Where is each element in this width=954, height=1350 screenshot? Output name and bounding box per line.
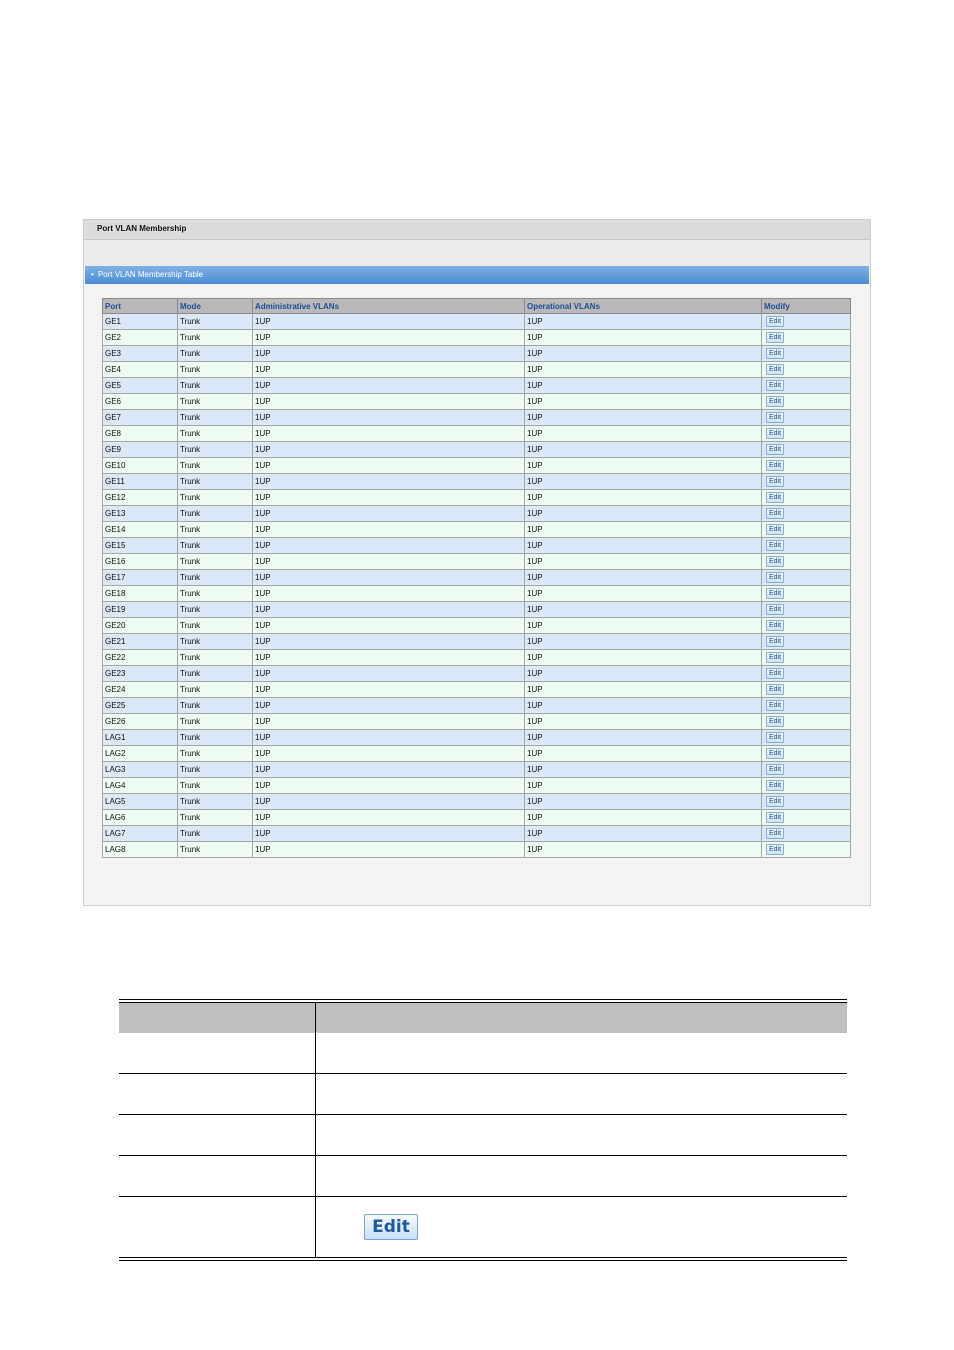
modify-cell bbox=[762, 378, 851, 394]
edit-button[interactable]: Edit bbox=[766, 748, 784, 759]
admin-vlans-cell: 1UP bbox=[253, 378, 525, 394]
port-cell: LAG7 bbox=[103, 826, 178, 842]
oper-vlans-cell: 1UP bbox=[525, 426, 762, 442]
port-cell: GE24 bbox=[103, 682, 178, 698]
port-cell: LAG1 bbox=[103, 730, 178, 746]
mode-cell: Trunk bbox=[178, 826, 253, 842]
oper-vlans-cell: 1UP bbox=[525, 362, 762, 378]
description-row bbox=[119, 1033, 847, 1074]
table-row bbox=[103, 602, 851, 618]
port-cell: GE15 bbox=[103, 538, 178, 554]
edit-button[interactable]: Edit bbox=[766, 844, 784, 855]
port-cell: GE13 bbox=[103, 506, 178, 522]
mode-cell: Trunk bbox=[178, 842, 253, 858]
modify-cell bbox=[762, 394, 851, 410]
oper-vlans-cell: 1UP bbox=[525, 794, 762, 810]
table-row bbox=[103, 554, 851, 570]
table-row bbox=[103, 442, 851, 458]
admin-vlans-cell: 1UP bbox=[253, 330, 525, 346]
edit-button[interactable]: Edit bbox=[766, 700, 784, 711]
oper-vlans-cell: 1UP bbox=[525, 346, 762, 362]
admin-vlans-cell: 1UP bbox=[253, 810, 525, 826]
port-cell: GE14 bbox=[103, 522, 178, 538]
port-cell: LAG2 bbox=[103, 746, 178, 762]
oper-vlans-cell: 1UP bbox=[525, 698, 762, 714]
table-row bbox=[103, 730, 851, 746]
mode-cell: Trunk bbox=[178, 666, 253, 682]
admin-vlans-cell: 1UP bbox=[253, 730, 525, 746]
edit-button[interactable]: Edit bbox=[766, 764, 784, 775]
mode-cell: Trunk bbox=[178, 682, 253, 698]
port-cell: GE7 bbox=[103, 410, 178, 426]
edit-button[interactable]: Edit bbox=[766, 444, 784, 455]
table-row bbox=[103, 522, 851, 538]
panel-title: Port VLAN Membership bbox=[84, 220, 870, 240]
vlan-membership-table bbox=[102, 298, 851, 858]
table-row bbox=[103, 778, 851, 794]
modify-cell bbox=[762, 506, 851, 522]
admin-vlans-cell: 1UP bbox=[253, 362, 525, 378]
modify-cell bbox=[762, 554, 851, 570]
column-header-modify[interactable]: Modify bbox=[762, 299, 851, 314]
mode-cell: Trunk bbox=[178, 458, 253, 474]
modify-cell bbox=[762, 842, 851, 858]
modify-cell bbox=[762, 330, 851, 346]
oper-vlans-cell: 1UP bbox=[525, 746, 762, 762]
table-row bbox=[103, 794, 851, 810]
edit-button[interactable]: Edit bbox=[766, 812, 784, 823]
modify-cell bbox=[762, 410, 851, 426]
table-area bbox=[102, 298, 850, 858]
port-cell: GE18 bbox=[103, 586, 178, 602]
table-row bbox=[103, 490, 851, 506]
port-cell: GE3 bbox=[103, 346, 178, 362]
modify-cell bbox=[762, 362, 851, 378]
admin-vlans-cell: 1UP bbox=[253, 714, 525, 730]
oper-vlans-cell: 1UP bbox=[525, 826, 762, 842]
table-row bbox=[103, 634, 851, 650]
modify-cell bbox=[762, 458, 851, 474]
mode-cell: Trunk bbox=[178, 378, 253, 394]
port-cell: LAG4 bbox=[103, 778, 178, 794]
modify-cell bbox=[762, 682, 851, 698]
edit-button[interactable]: Edit bbox=[766, 460, 784, 471]
mode-cell: Trunk bbox=[178, 698, 253, 714]
table-row bbox=[103, 746, 851, 762]
edit-button[interactable]: Edit bbox=[766, 492, 784, 503]
port-cell: GE4 bbox=[103, 362, 178, 378]
mode-cell: Trunk bbox=[178, 794, 253, 810]
modify-cell bbox=[762, 794, 851, 810]
mode-cell: Trunk bbox=[178, 762, 253, 778]
edit-button[interactable]: Edit bbox=[766, 636, 784, 647]
oper-vlans-cell: 1UP bbox=[525, 570, 762, 586]
oper-vlans-cell: 1UP bbox=[525, 394, 762, 410]
oper-vlans-cell: 1UP bbox=[525, 586, 762, 602]
table-body bbox=[103, 314, 851, 858]
mode-cell: Trunk bbox=[178, 474, 253, 490]
mode-cell: Trunk bbox=[178, 362, 253, 378]
port-cell: GE6 bbox=[103, 394, 178, 410]
description-row bbox=[119, 1197, 847, 1258]
section-title: Port VLAN Membership Table bbox=[97, 270, 204, 279]
description-row bbox=[119, 1156, 847, 1197]
table-row bbox=[103, 826, 851, 842]
table-row bbox=[103, 810, 851, 826]
modify-cell bbox=[762, 826, 851, 842]
port-cell: GE11 bbox=[103, 474, 178, 490]
oper-vlans-cell: 1UP bbox=[525, 314, 762, 330]
modify-cell bbox=[762, 666, 851, 682]
modify-cell bbox=[762, 426, 851, 442]
modify-cell bbox=[762, 474, 851, 490]
port-cell: GE9 bbox=[103, 442, 178, 458]
oper-vlans-cell: 1UP bbox=[525, 522, 762, 538]
table-row bbox=[103, 538, 851, 554]
modify-cell bbox=[762, 442, 851, 458]
modify-cell bbox=[762, 538, 851, 554]
admin-vlans-cell: 1UP bbox=[253, 314, 525, 330]
oper-vlans-cell: 1UP bbox=[525, 506, 762, 522]
table-row bbox=[103, 314, 851, 330]
table-row bbox=[103, 330, 851, 346]
edit-button[interactable]: Edit bbox=[766, 476, 784, 487]
modify-cell bbox=[762, 810, 851, 826]
modify-cell bbox=[762, 698, 851, 714]
bottom-rule bbox=[119, 1257, 847, 1261]
oper-vlans-cell: 1UP bbox=[525, 602, 762, 618]
edit-button[interactable]: Edit bbox=[766, 412, 784, 423]
edit-button[interactable]: Edit bbox=[766, 572, 784, 583]
edit-button[interactable]: Edit bbox=[766, 716, 784, 727]
mode-cell: Trunk bbox=[178, 410, 253, 426]
table-row bbox=[103, 682, 851, 698]
description-header-object bbox=[119, 1003, 316, 1033]
edit-button[interactable]: Edit bbox=[766, 524, 784, 535]
mode-cell: Trunk bbox=[178, 570, 253, 586]
modify-cell bbox=[762, 778, 851, 794]
oper-vlans-cell: 1UP bbox=[525, 810, 762, 826]
modify-cell bbox=[762, 314, 851, 330]
oper-vlans-cell: 1UP bbox=[525, 442, 762, 458]
table-header-row bbox=[103, 299, 851, 314]
port-cell: LAG3 bbox=[103, 762, 178, 778]
edit-button[interactable]: Edit bbox=[766, 364, 784, 375]
mode-cell: Trunk bbox=[178, 810, 253, 826]
modify-cell bbox=[762, 730, 851, 746]
oper-vlans-cell: 1UP bbox=[525, 330, 762, 346]
edit-button[interactable]: Edit bbox=[766, 620, 784, 631]
table-row bbox=[103, 842, 851, 858]
mode-cell: Trunk bbox=[178, 314, 253, 330]
table-row bbox=[103, 474, 851, 490]
oper-vlans-cell: 1UP bbox=[525, 666, 762, 682]
admin-vlans-cell: 1UP bbox=[253, 682, 525, 698]
column-header-admin-vlans[interactable]: Administrative VLANs bbox=[253, 299, 525, 314]
mode-cell: Trunk bbox=[178, 730, 253, 746]
port-cell: GE23 bbox=[103, 666, 178, 682]
description-row bbox=[119, 1115, 847, 1156]
admin-vlans-cell: 1UP bbox=[253, 842, 525, 858]
mode-cell: Trunk bbox=[178, 538, 253, 554]
table-row bbox=[103, 586, 851, 602]
edit-button[interactable]: Edit bbox=[766, 556, 784, 567]
mode-cell: Trunk bbox=[178, 778, 253, 794]
modify-cell bbox=[762, 490, 851, 506]
admin-vlans-cell: 1UP bbox=[253, 778, 525, 794]
admin-vlans-cell: 1UP bbox=[253, 666, 525, 682]
mode-cell: Trunk bbox=[178, 490, 253, 506]
modify-cell bbox=[762, 714, 851, 730]
admin-vlans-cell: 1UP bbox=[253, 634, 525, 650]
modify-cell bbox=[762, 746, 851, 762]
table-row bbox=[103, 394, 851, 410]
oper-vlans-cell: 1UP bbox=[525, 778, 762, 794]
edit-button[interactable]: Edit bbox=[766, 668, 784, 679]
admin-vlans-cell: 1UP bbox=[253, 826, 525, 842]
port-cell: GE26 bbox=[103, 714, 178, 730]
oper-vlans-cell: 1UP bbox=[525, 410, 762, 426]
edit-button[interactable]: Edit bbox=[766, 380, 784, 391]
modify-cell bbox=[762, 570, 851, 586]
admin-vlans-cell: 1UP bbox=[253, 618, 525, 634]
admin-vlans-cell: 1UP bbox=[253, 602, 525, 618]
oper-vlans-cell: 1UP bbox=[525, 762, 762, 778]
modify-cell bbox=[762, 522, 851, 538]
admin-vlans-cell: 1UP bbox=[253, 762, 525, 778]
edit-button[interactable]: Edit bbox=[766, 652, 784, 663]
mode-cell: Trunk bbox=[178, 506, 253, 522]
oper-vlans-cell: 1UP bbox=[525, 842, 762, 858]
edit-button-sample[interactable]: Edit bbox=[364, 1214, 418, 1240]
modify-cell bbox=[762, 618, 851, 634]
port-cell: LAG6 bbox=[103, 810, 178, 826]
oper-vlans-cell: 1UP bbox=[525, 554, 762, 570]
edit-button[interactable]: Edit bbox=[766, 780, 784, 791]
table-row bbox=[103, 458, 851, 474]
edit-button[interactable]: Edit bbox=[766, 508, 784, 519]
edit-button[interactable]: Edit bbox=[766, 732, 784, 743]
port-cell: GE17 bbox=[103, 570, 178, 586]
port-cell: LAG8 bbox=[103, 842, 178, 858]
modify-cell bbox=[762, 634, 851, 650]
admin-vlans-cell: 1UP bbox=[253, 442, 525, 458]
section-header[interactable] bbox=[85, 266, 869, 284]
table-row bbox=[103, 714, 851, 730]
edit-button[interactable]: Edit bbox=[766, 428, 784, 439]
description-header-row bbox=[119, 1003, 847, 1033]
column-header-mode[interactable]: Mode bbox=[178, 299, 253, 314]
table-row bbox=[103, 762, 851, 778]
table-row bbox=[103, 506, 851, 522]
port-vlan-membership-panel bbox=[83, 219, 871, 906]
table-row bbox=[103, 346, 851, 362]
admin-vlans-cell: 1UP bbox=[253, 426, 525, 442]
mode-cell: Trunk bbox=[178, 522, 253, 538]
port-cell: GE16 bbox=[103, 554, 178, 570]
edit-button[interactable]: Edit bbox=[766, 684, 784, 695]
description-row bbox=[119, 1074, 847, 1115]
oper-vlans-cell: 1UP bbox=[525, 634, 762, 650]
port-cell: GE10 bbox=[103, 458, 178, 474]
mode-cell: Trunk bbox=[178, 714, 253, 730]
port-cell: GE8 bbox=[103, 426, 178, 442]
port-cell: GE25 bbox=[103, 698, 178, 714]
table-row bbox=[103, 362, 851, 378]
oper-vlans-cell: 1UP bbox=[525, 682, 762, 698]
port-cell: LAG5 bbox=[103, 794, 178, 810]
oper-vlans-cell: 1UP bbox=[525, 730, 762, 746]
admin-vlans-cell: 1UP bbox=[253, 794, 525, 810]
port-cell: GE20 bbox=[103, 618, 178, 634]
port-cell: GE12 bbox=[103, 490, 178, 506]
admin-vlans-cell: 1UP bbox=[253, 538, 525, 554]
admin-vlans-cell: 1UP bbox=[253, 458, 525, 474]
port-cell: GE21 bbox=[103, 634, 178, 650]
mode-cell: Trunk bbox=[178, 394, 253, 410]
mode-cell: Trunk bbox=[178, 650, 253, 666]
table-row bbox=[103, 650, 851, 666]
modify-cell bbox=[762, 762, 851, 778]
edit-button[interactable]: Edit bbox=[766, 332, 784, 343]
modify-cell bbox=[762, 650, 851, 666]
port-cell: GE22 bbox=[103, 650, 178, 666]
admin-vlans-cell: 1UP bbox=[253, 506, 525, 522]
admin-vlans-cell: 1UP bbox=[253, 522, 525, 538]
oper-vlans-cell: 1UP bbox=[525, 474, 762, 490]
modify-cell bbox=[762, 602, 851, 618]
description-grid bbox=[119, 1003, 847, 1257]
oper-vlans-cell: 1UP bbox=[525, 458, 762, 474]
mode-cell: Trunk bbox=[178, 586, 253, 602]
table-row bbox=[103, 426, 851, 442]
port-cell: GE2 bbox=[103, 330, 178, 346]
admin-vlans-cell: 1UP bbox=[253, 346, 525, 362]
oper-vlans-cell: 1UP bbox=[525, 650, 762, 666]
modify-cell bbox=[762, 586, 851, 602]
admin-vlans-cell: 1UP bbox=[253, 490, 525, 506]
column-header-oper-vlans[interactable]: Operational VLANs bbox=[525, 299, 762, 314]
mode-cell: Trunk bbox=[178, 746, 253, 762]
mode-cell: Trunk bbox=[178, 442, 253, 458]
admin-vlans-cell: 1UP bbox=[253, 570, 525, 586]
edit-button[interactable]: Edit bbox=[766, 540, 784, 551]
bullet-icon: • bbox=[91, 270, 94, 279]
edit-button[interactable]: Edit bbox=[766, 588, 784, 599]
mode-cell: Trunk bbox=[178, 346, 253, 362]
table-row bbox=[103, 410, 851, 426]
mode-cell: Trunk bbox=[178, 602, 253, 618]
edit-button[interactable]: Edit bbox=[766, 796, 784, 807]
oper-vlans-cell: 1UP bbox=[525, 378, 762, 394]
oper-vlans-cell: 1UP bbox=[525, 538, 762, 554]
column-header-port[interactable]: Port bbox=[103, 299, 178, 314]
panel-toolbar bbox=[84, 240, 870, 266]
port-cell: GE5 bbox=[103, 378, 178, 394]
port-cell: GE19 bbox=[103, 602, 178, 618]
admin-vlans-cell: 1UP bbox=[253, 746, 525, 762]
edit-button[interactable]: Edit bbox=[766, 828, 784, 839]
admin-vlans-cell: 1UP bbox=[253, 394, 525, 410]
mode-cell: Trunk bbox=[178, 634, 253, 650]
admin-vlans-cell: 1UP bbox=[253, 586, 525, 602]
oper-vlans-cell: 1UP bbox=[525, 490, 762, 506]
modify-cell bbox=[762, 346, 851, 362]
port-cell: GE1 bbox=[103, 314, 178, 330]
mode-cell: Trunk bbox=[178, 554, 253, 570]
mode-cell: Trunk bbox=[178, 330, 253, 346]
table-row bbox=[103, 618, 851, 634]
table-row bbox=[103, 666, 851, 682]
oper-vlans-cell: 1UP bbox=[525, 618, 762, 634]
mode-cell: Trunk bbox=[178, 426, 253, 442]
admin-vlans-cell: 1UP bbox=[253, 410, 525, 426]
description-header-description bbox=[316, 1003, 848, 1033]
edit-button[interactable]: Edit bbox=[766, 316, 784, 327]
description-table bbox=[119, 999, 847, 1261]
admin-vlans-cell: 1UP bbox=[253, 554, 525, 570]
admin-vlans-cell: 1UP bbox=[253, 650, 525, 666]
table-row bbox=[103, 378, 851, 394]
mode-cell: Trunk bbox=[178, 618, 253, 634]
edit-button[interactable]: Edit bbox=[766, 348, 784, 359]
edit-button[interactable]: Edit bbox=[766, 396, 784, 407]
edit-button[interactable]: Edit bbox=[766, 604, 784, 615]
admin-vlans-cell: 1UP bbox=[253, 474, 525, 490]
admin-vlans-cell: 1UP bbox=[253, 698, 525, 714]
oper-vlans-cell: 1UP bbox=[525, 714, 762, 730]
table-row bbox=[103, 698, 851, 714]
table-row bbox=[103, 570, 851, 586]
